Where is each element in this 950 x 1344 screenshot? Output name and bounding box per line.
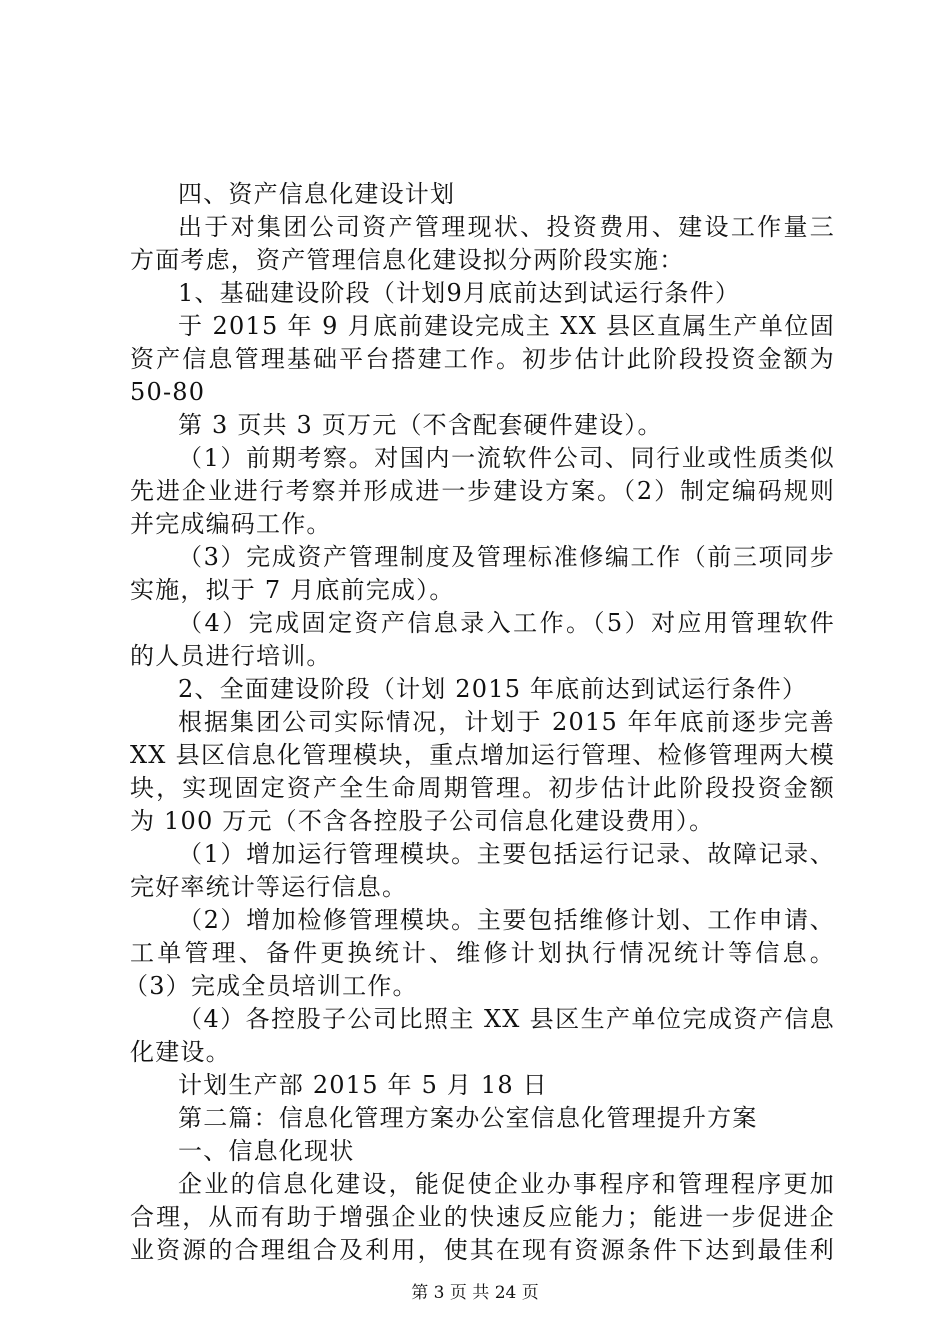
paragraph-line: 实施，拟于 7 月底前完成）。 — [130, 576, 455, 604]
paragraph-line: 的人员进行培训。 — [130, 642, 332, 670]
paragraph-line: （3）完成全员培训工作。 — [124, 972, 418, 1000]
paragraph-line: 于 2015 年 9 月底前建设完成主 XX 县区直属生产单位固 — [178, 312, 835, 340]
paragraph-line: 完好率统计等运行信息。 — [130, 873, 408, 901]
subsection-heading: 1、基础建设阶段（计划9月底前达到试运行条件） — [178, 279, 741, 307]
paragraph-line: 先进企业进行考察并形成进一步建设方案。（2）制定编码规则 — [130, 477, 835, 505]
page-footer: 第 3 页 共 24 页 — [411, 1283, 539, 1303]
paragraph-line: 根据集团公司实际情况，计划于 2015 年年底前逐步完善 — [178, 708, 835, 736]
subsection-heading: 2、全面建设阶段（计划 2015 年底前达到试运行条件） — [178, 675, 808, 703]
paragraph-line: XX 县区信息化管理模块，重点增加运行管理、检修管理两大模 — [130, 741, 835, 769]
paragraph-line: （3）完成资产管理制度及管理标准修编工作（前三项同步 — [178, 543, 835, 571]
paragraph-line: 方面考虑，资产管理信息化建设拟分两阶段实施： — [130, 246, 685, 274]
paragraph-line: （1）增加运行管理模块。主要包括运行记录、故障记录、 — [178, 840, 835, 868]
paragraph-line: 出于对集团公司资产管理现状、投资费用、建设工作量三 — [178, 213, 835, 241]
paragraph-line: 业资源的合理组合及利用，使其在现有资源条件下达到最佳利 — [130, 1236, 835, 1264]
paragraph-line: 化建设。 — [130, 1038, 231, 1066]
paragraph-line: 50-80 — [130, 378, 206, 406]
signature-line: 计划生产部 2015 年 5 月 18 日 — [178, 1071, 548, 1099]
section-heading: 四、资产信息化建设计划 — [178, 180, 456, 208]
paragraph-line: 资产信息管理基础平台搭建工作。初步估计此阶段投资金额为 — [130, 345, 835, 373]
paragraph-line: （2）增加检修管理模块。主要包括维修计划、工作申请、 — [178, 906, 835, 934]
paragraph-line: 合理，从而有助于增强企业的快速反应能力；能进一步促进企 — [130, 1203, 835, 1231]
paragraph-line: （1）前期考察。对国内一流软件公司、同行业或性质类似 — [178, 444, 835, 472]
paragraph-line: 企业的信息化建设，能促使企业办事程序和管理程序更加 — [178, 1170, 835, 1198]
chapter-heading: 第二篇：信息化管理方案办公室信息化管理提升方案 — [178, 1104, 758, 1132]
paragraph-line: 工单管理、备件更换统计、维修计划执行情况统计等信息。 — [130, 939, 835, 967]
paragraph-line: （4）各控股子公司比照主 XX 县区生产单位完成资产信息 — [178, 1005, 835, 1033]
paragraph-line: 为 100 万元（不含各控股子公司信息化建设费用）。 — [130, 807, 715, 835]
paragraph-line: 块，实现固定资产全生命周期管理。初步估计此阶段投资金额 — [130, 774, 835, 802]
paragraph-line: 第 3 页共 3 页万元（不含配套硬件建设）。 — [178, 411, 663, 439]
paragraph-line: （4）完成固定资产信息录入工作。（5）对应用管理软件 — [178, 609, 835, 637]
section-heading: 一、信息化现状 — [178, 1137, 355, 1165]
paragraph-line: 并完成编码工作。 — [130, 510, 332, 538]
